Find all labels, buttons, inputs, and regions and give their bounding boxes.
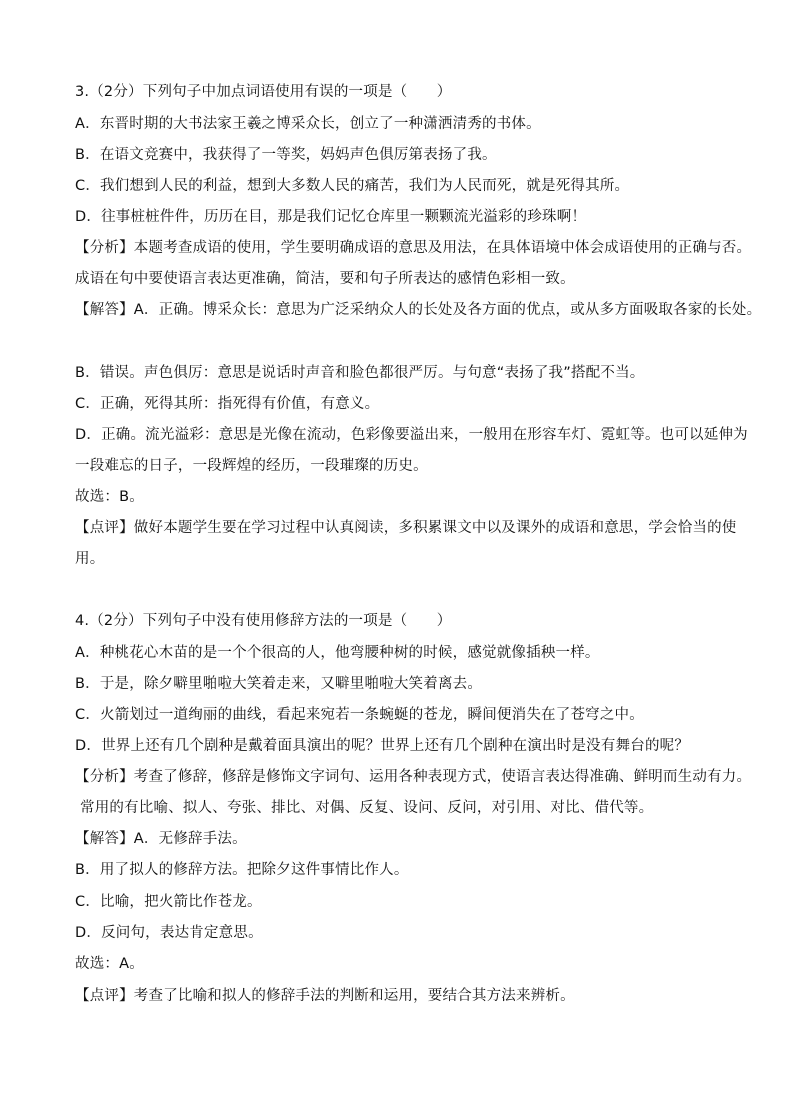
question-3-answer-line-5: 一段难忘的日子，一段辉煌的经历，一段璀璨的历史。 bbox=[75, 458, 428, 474]
question-4-comment-line-1: 【点评】考查了比喻和拟人的修辞手法的判断和运用，要结合其方法来辨析。 bbox=[75, 988, 575, 1004]
question-4-option-b: B．于是，除夕噼里啪啦大笑着走来，又噼里啪啦大笑着离去。 bbox=[75, 676, 483, 692]
question-4-answer-line-4: D．反问句，表达肯定意思。 bbox=[75, 925, 263, 941]
question-4-answer-line-1: 【解答】A．无修辞手法。 bbox=[75, 831, 247, 847]
question-4-option-a: A．种桃花心木苗的是一个个很高的人，他弯腰种树的时候，感觉就像插秧一样。 bbox=[75, 645, 600, 661]
question-3-answer-line-4: D．正确。流光溢彩：意思是光像在流动，色彩像要溢出来，一般用在形容车灯、霓虹等。也可以延伸为 bbox=[75, 427, 748, 443]
question-4-option-c: C．火箭划过一道绚丽的曲线，看起来宛若一条蜿蜒的苍龙，瞬间便消失在了苍穹之中。 bbox=[75, 707, 644, 723]
question-4-option-d: D．世界上还有几个剧种是戴着面具演出的呢？世界上还有几个剧种在演出时是没有舞台的呢？ bbox=[75, 738, 690, 754]
question-4-choice: 故选：A。 bbox=[75, 956, 144, 972]
question-4-answer-line-2: B．用了拟人的修辞方法。把除夕这件事情比作人。 bbox=[75, 862, 409, 878]
question-3-analysis-line-2: 成语在句中要使语言表达更准确，简洁，要和句子所表达的感情色彩相一致。 bbox=[75, 271, 575, 287]
question-3-answer-line-2: B．错误。声色俱厉：意思是说话时声音和脸色都很严厉。与句意“表扬了我”搭配不当。 bbox=[75, 365, 645, 381]
question-3-answer-line-1: 【解答】A．正确。博采众长：意思为广泛采纳众人的长处及各方面的优点，或从多方面吸取各家的长处。 bbox=[75, 302, 762, 318]
question-3-option-a: A．东晋时期的大书法家王羲之博采众长，创立了一种潇洒清秀的书体。 bbox=[75, 116, 541, 132]
question-3-analysis-line-1: 【分析】本题考查成语的使用，学生要明确成语的意思及用法，在具体语境中体会成语使用的正确与否。 bbox=[75, 240, 752, 256]
question-3-choice: 故选：B。 bbox=[75, 489, 144, 505]
question-4-answer-line-3: C．比喻，把火箭比作苍龙。 bbox=[75, 894, 262, 910]
question-3-answer-line-3: C．正确，死得其所：指死得有价值，有意义。 bbox=[75, 396, 380, 412]
question-3-option-b: B．在语文竞赛中，我获得了一等奖，妈妈声色俱厉第表扬了我。 bbox=[75, 147, 497, 163]
question-4-analysis-line-2: 常用的有比喻、拟人、夸张、排比、对偶、反复、设问、反问，对引用、对比、借代等。 bbox=[80, 800, 654, 816]
question-3-comment-line-2: 用。 bbox=[75, 551, 105, 567]
question-4-stem: 4.（2分）下列句子中没有使用修辞方法的一项是（ ） bbox=[75, 613, 452, 629]
question-3-option-d: D．往事桩桩件件，历历在目，那是我们记忆仓库里一颗颗流光溢彩的珍珠啊！ bbox=[75, 209, 587, 225]
question-4-analysis-line-1: 【分析】考查了修辞，修辞是修饰文字词句、运用各种表现方式，使语言表达得准确、鲜明而生动有力。 bbox=[75, 769, 752, 785]
question-3-stem: 3.（2分）下列句子中加点词语使用有误的一项是（ ） bbox=[75, 84, 452, 100]
question-3-comment-line-1: 【点评】做好本题学生要在学习过程中认真阅读，多积累课文中以及课外的成语和意思，学会恰当的使 bbox=[75, 520, 737, 536]
question-3-option-c: C．我们想到人民的利益，想到大多数人民的痛苦，我们为人民而死，就是死得其所。 bbox=[75, 178, 630, 194]
